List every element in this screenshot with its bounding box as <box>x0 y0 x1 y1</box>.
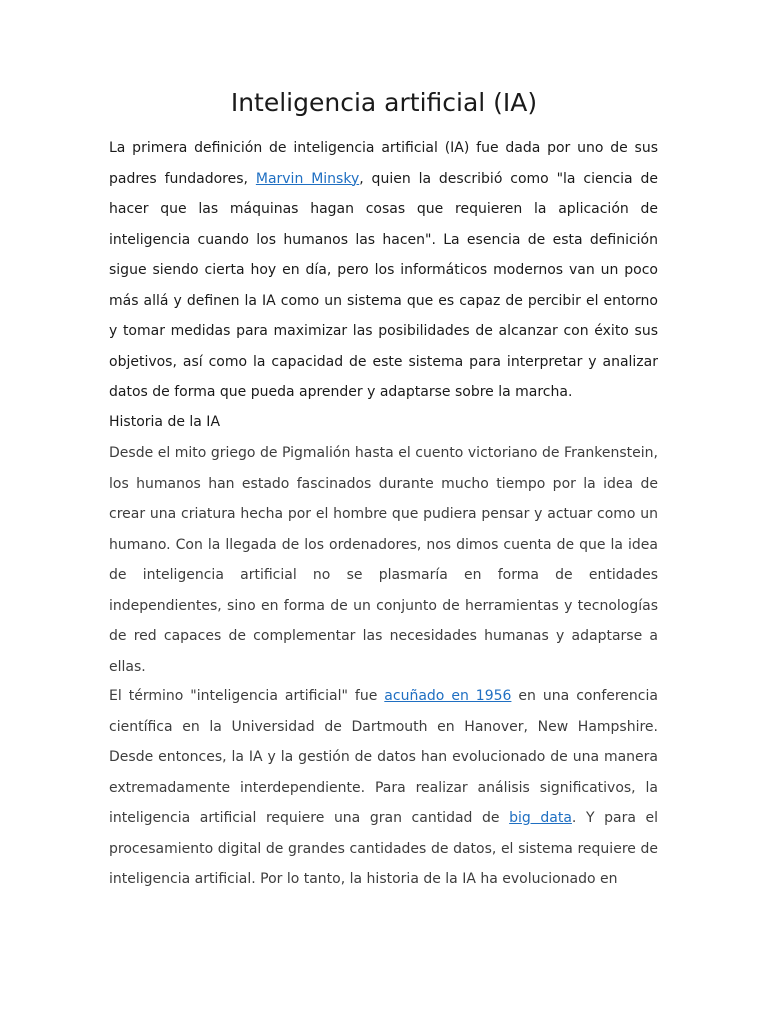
paragraph-text: , quien la describió como "la ciencia de hacer que las máquinas hagan cosas que requieren la aplicación de inteligencia cuando los humanos las hacen". La esencia de esta definición sigue siendo cierta hoy en día, pero los informáticos modernos van un poco más allá y definen la IA como un sistema que es capaz de percibir el entorno y tomar medidas para maximizar las posibilidades de alcanzar con éxito sus objetivos, así como la capacidad de este sistema para interpretar y analizar datos de forma que pueda aprender y adaptarse sobre la marcha. <box>109 170 658 400</box>
paragraph-text: en una conferencia científica en la Universidad de Dartmouth en Hanover, New Hampshire. Desde entonces, la IA y la gestión de datos han evolucionado de una manera extremadamente interdependiente. Para realizar análisis significativos, la inteligencia artificial requiere una gran cantidad de <box>109 688 658 826</box>
link-big-data[interactable]: big data <box>509 810 572 826</box>
section-heading-historia: Historia de la IA <box>109 414 221 430</box>
paragraph-history: Desde el mito griego de Pigmalión hasta el cuento victoriano de Frankenstein, los humanos han estado fascinados durante mucho tiempo por la idea de crear una criatura hecha por el hombre que pudiera pensar y actuar como un humano. Con la llegada de los ordenadores, nos dimos cuenta de que la idea de inteligencia artificial no se plasmaría en forma de entidades independientes, sino en forma de un conjunto de herramientas y tecnologías de red capaces de complementar las necesidades humanas y adaptarse a ellas. <box>109 445 658 675</box>
paragraph-text: . Y para el procesamiento digital de grandes cantidades de datos, el sistema requiere de inteligencia artificial. Por lo tanto, la historia de la IA ha evolucionado en <box>109 810 659 887</box>
link-marvin-minsky[interactable]: Marvin Minsky <box>255 170 360 187</box>
paragraph-text: El término "inteligencia artificial" fue <box>109 688 385 704</box>
document-title: Inteligencia artificial (IA) <box>230 88 538 117</box>
paragraph-term <box>109 681 658 895</box>
link-acunado-1956[interactable]: acuñado en 1956 <box>384 688 512 704</box>
paragraph-text: La primera definición de inteligencia artificial (IA) fue dada por uno de sus padres fundadores, <box>109 140 658 187</box>
paragraph-definition <box>109 133 658 408</box>
